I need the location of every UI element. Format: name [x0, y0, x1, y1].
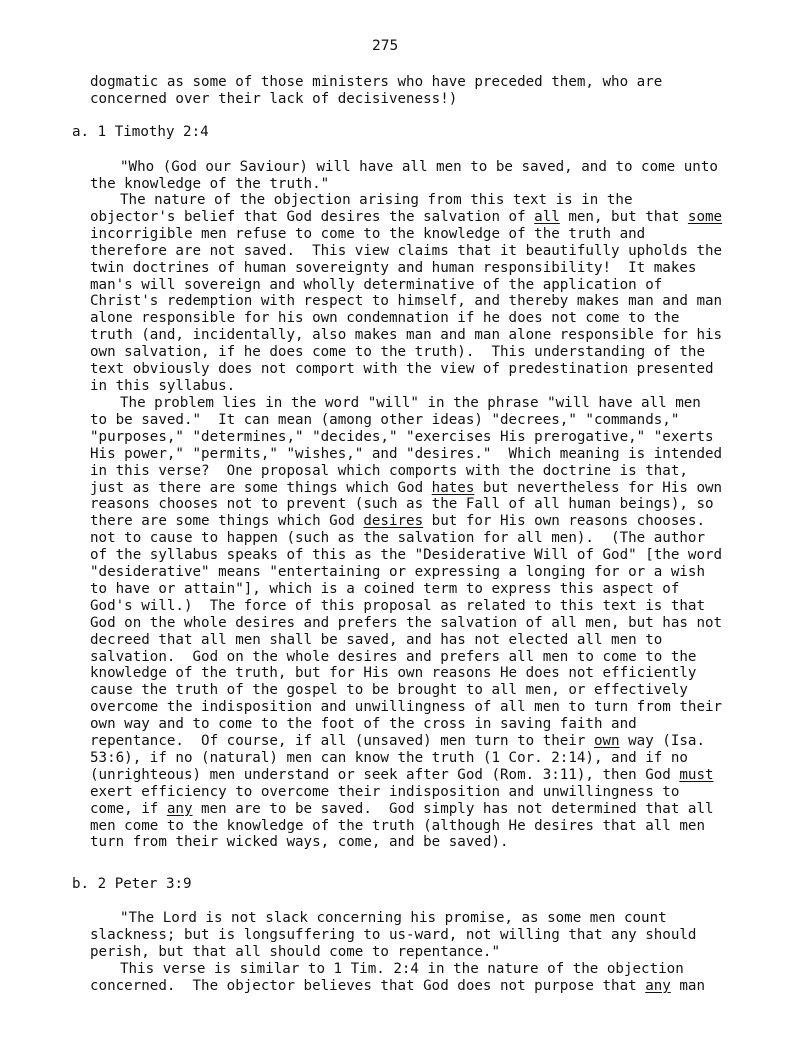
body-line: salvation. God on the whole desires and prefers all men to come to the — [90, 648, 697, 665]
body-line: own way and to come to the foot of the cross in saving faith and — [90, 716, 637, 733]
body-line: not to cause to happen (such as the salvation for all men). (The author — [90, 530, 705, 547]
body-line: of the syllabus speaks of this as the "Desiderative Will of God" [the word — [90, 547, 723, 564]
body-line — [90, 767, 714, 784]
body-line: "purposes," "determines," "decides," "exercises His prerogative," "exerts — [90, 428, 714, 445]
body-line — [90, 513, 705, 530]
body-line: exert efficiency to overcome their indisposition and unwillingness to — [90, 783, 680, 800]
body-line: dogmatic as some of those ministers who have preceded them, who are — [90, 74, 663, 90]
page-number: 275 — [372, 38, 399, 54]
quote-line: "Who (God our Saviour) will have all men to be saved, and to come unto — [120, 159, 718, 175]
body-line: in this verse? One proposal which comports with the doctrine is that, — [90, 462, 688, 479]
underlined-word: any — [645, 977, 671, 994]
body-line: incorrigible men refuse to come to the knowledge of the truth and — [90, 225, 646, 242]
text-run: men, but that — [559, 208, 688, 225]
text-run: way (Isa. — [619, 733, 706, 749]
body-line — [90, 978, 705, 995]
text-run: just as there are some things which God — [90, 479, 432, 496]
text-run: repentance. Of course, if all (unsaved) men turn to their — [90, 733, 594, 749]
body-line: own salvation, if he does come to the truth). This understanding of the — [90, 344, 705, 361]
body-line: This verse is similar to 1 Tim. 2:4 in the nature of the objection — [120, 961, 684, 977]
body-line: men come to the knowledge of the truth (although He desires that all men — [90, 817, 705, 834]
section-heading: a. 1 Timothy 2:4 — [72, 124, 209, 140]
body-line — [90, 480, 722, 497]
body-line: The nature of the objection arising from this text is in the — [120, 192, 633, 208]
text-run: man — [670, 977, 706, 994]
body-line: "desiderative" means "entertaining or expressing a longing for or a wish — [90, 564, 705, 580]
underlined-word: any — [166, 800, 193, 817]
body-line: text obviously does not comport with the view of predestination presented — [90, 361, 714, 377]
underlined-word: some — [687, 208, 723, 225]
section-heading: b. 2 Peter 3:9 — [72, 876, 192, 892]
underlined-word: desires — [363, 513, 424, 530]
body-line — [90, 801, 714, 818]
body-line: to be saved." It can mean (among other ideas) "decrees," "commands," — [90, 411, 680, 428]
text-run: concerned. The objector believes that God does not purpose that — [90, 977, 646, 994]
body-line: to have or attain"], which is a coined term to express this aspect of — [90, 580, 680, 597]
text-run: objector's belief that God desires the salvation of — [90, 208, 535, 225]
underlined-word: must — [679, 766, 714, 783]
text-run: but nevertheless for His own — [474, 479, 723, 496]
underlined-word: own — [593, 733, 620, 749]
body-line: The problem lies in the word "will" in the phrase "will have all men — [120, 395, 701, 411]
underlined-word: hates — [431, 479, 475, 496]
text-run: there are some things which God — [90, 513, 364, 530]
body-line: knowledge of the truth, but for His own reasons He does not efficiently — [90, 665, 697, 682]
body-line: reasons chooses not to prevent (such as the Fall of all human beings), so — [90, 496, 714, 513]
body-line: His power," "permits," "wishes," and "desires." Which meaning is intended — [90, 445, 723, 462]
body-line — [90, 209, 722, 226]
quote-line: the knowledge of the truth." — [90, 175, 330, 192]
body-line: concerned over their lack of decisiveness!) — [90, 90, 458, 107]
body-line: Christ's redemption with respect to himself, and thereby makes man and man — [90, 293, 723, 310]
body-line: truth (and, incidentally, also makes man and man alone responsible for his — [90, 327, 723, 344]
body-line: man's will sovereign and wholly determinative of the application of — [90, 276, 663, 293]
body-line: God on the whole desires and prefers the salvation of all men, but has not — [90, 614, 723, 631]
text-run: men are to be saved. God simply has not determined that all — [192, 800, 714, 817]
quote-line: "The Lord is not slack concerning his promise, as some men count — [120, 910, 667, 926]
quote-line: perish, but that all should come to repentance." — [90, 943, 500, 960]
text-run: come, if — [90, 800, 167, 817]
underlined-word: all — [534, 208, 560, 225]
body-line: overcome the indisposition and unwillingness of all men to turn from their — [90, 699, 723, 716]
text-run: but for His own reasons chooses. — [423, 513, 706, 530]
body-line: decreed that all men shall be saved, and has not elected all men to — [90, 631, 663, 648]
body-line: twin doctrines of human sovereignty and human responsibility! It makes — [90, 259, 697, 276]
body-line: turn from their wicked ways, come, and be saved). — [90, 834, 509, 851]
body-line: therefore are not saved. This view claims that it beautifully upholds the — [90, 242, 723, 259]
body-line: cause the truth of the gospel to be brought to all men, or effectively — [90, 682, 688, 699]
quote-line: slackness; but is longsuffering to us-ward, not willing that any should — [90, 926, 697, 943]
body-line: alone responsible for his own condemnation if he does not come to the — [90, 310, 680, 327]
body-line: in this syllabus. — [90, 377, 236, 394]
body-line: 53:6), if no (natural) men can know the truth (1 Cor. 2:14), and if no — [90, 749, 688, 766]
body-line: God's will.) The force of this proposal as related to this text is that — [90, 597, 705, 614]
body-line — [90, 733, 705, 750]
text-run: (unrighteous) men understand or seek after God (Rom. 3:11), then God — [90, 766, 680, 783]
